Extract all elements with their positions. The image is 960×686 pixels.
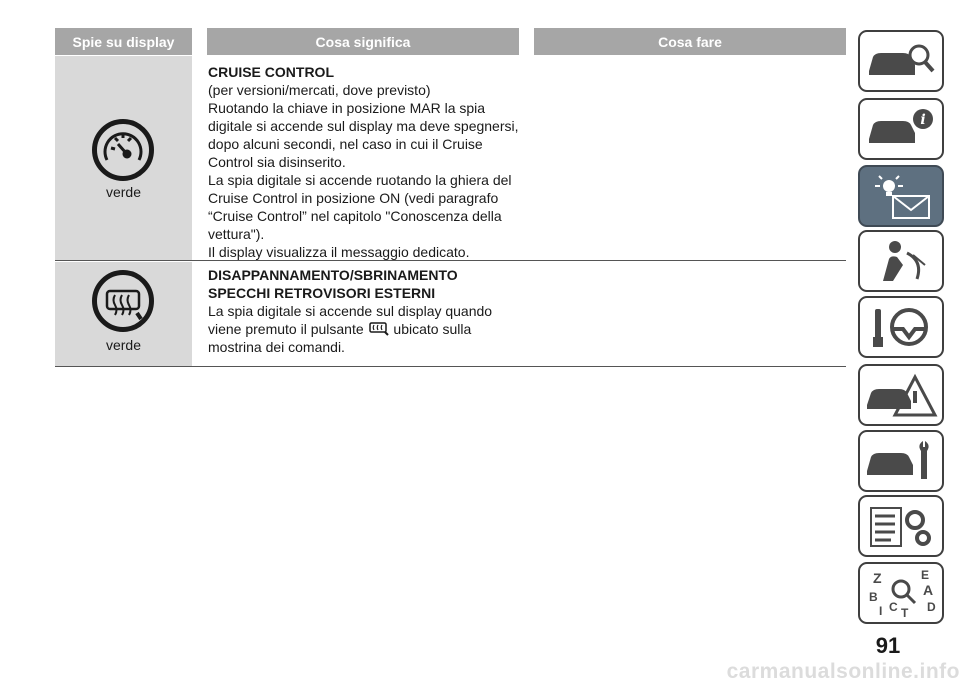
- airbag-seat-icon: [863, 235, 939, 287]
- indicator-title: CRUISE CONTROL: [208, 64, 334, 80]
- sidebar-item-emergency[interactable]: [858, 364, 944, 426]
- description-text: ubicato sulla: [389, 321, 472, 337]
- description-line: La spia digitale si accende ruotando la ghiera del: [208, 172, 512, 188]
- description-line: [208, 320, 528, 338]
- sidebar-item-knowing-car[interactable]: [858, 30, 944, 92]
- sidebar-item-starting-driving[interactable]: [858, 296, 944, 358]
- description-line: “Cruise Control” nel capitolo "Conoscenza della: [208, 208, 502, 224]
- alphabet-index-icon: [863, 567, 939, 619]
- row-divider: [55, 260, 846, 261]
- cruise-control-icon: [92, 119, 154, 181]
- warning-light-message-icon: [863, 170, 939, 222]
- description-line: vettura").: [208, 226, 265, 242]
- row-divider: [55, 366, 846, 367]
- index-letter: D: [927, 600, 936, 614]
- index-letter: Z: [873, 570, 882, 586]
- indicator-color-label: verde: [105, 337, 142, 353]
- car-emergency-icon: [863, 369, 939, 421]
- sidebar-item-specifications[interactable]: [858, 495, 944, 557]
- indicator-title: SPECCHI RETROVISORI ESTERNI: [208, 285, 436, 301]
- column-header-indicator: Spie su display: [55, 28, 192, 55]
- defrost-button-icon: [368, 320, 390, 336]
- index-letter: C: [889, 600, 898, 614]
- specs-gear-icon: [863, 500, 939, 552]
- column-header-action: Cosa fare: [534, 28, 846, 55]
- indicator-color-label: verde: [105, 184, 142, 200]
- indicator-title: DISAPPANNAMENTO/SBRINAMENTO: [208, 267, 458, 283]
- description-line: (per versioni/mercati, dove previsto): [208, 82, 431, 98]
- index-letter: A: [923, 582, 934, 598]
- index-letter: T: [901, 606, 909, 619]
- column-header-meaning: Cosa significa: [207, 28, 519, 55]
- cruise-control-description: [208, 63, 528, 261]
- defrost-description: [208, 266, 528, 356]
- index-letter: I: [879, 604, 883, 618]
- description-line: Ruotando la chiave in posizione MAR la spia: [208, 100, 486, 116]
- car-info-icon: [863, 103, 939, 155]
- description-line: Il display visualizza il messaggio dedicato.: [208, 244, 470, 260]
- description-line: Control sia disinserito.: [208, 154, 346, 170]
- sidebar-item-safety[interactable]: [858, 230, 944, 292]
- description-line: La spia digitale si accende sul display quando: [208, 303, 493, 319]
- description-line: dopo alcuni secondi, nel caso in cui il Cruise: [208, 136, 483, 152]
- description-text: viene premuto il pulsante: [208, 321, 368, 337]
- sidebar-item-maintenance[interactable]: [858, 430, 944, 492]
- index-letter: B: [869, 590, 878, 604]
- svg-text:i: i: [920, 112, 926, 128]
- description-line: mostrina dei comandi.: [208, 339, 345, 355]
- index-letter: E: [921, 568, 930, 582]
- car-search-icon: [863, 35, 939, 87]
- page-number: 91: [875, 633, 901, 658]
- defrost-mirror-icon: [92, 270, 154, 332]
- sidebar-item-warning-lights[interactable]: [858, 165, 944, 227]
- steering-wheel-key-icon: [863, 301, 939, 353]
- description-line: digitale si accende sul display ma deve spegnersi,: [208, 118, 519, 134]
- watermark: carmanualsonline.info: [726, 660, 960, 683]
- car-maintenance-icon: [863, 435, 939, 487]
- sidebar-item-index[interactable]: [858, 562, 944, 624]
- description-line: Cruise Control in posizione ON (vedi paragrafo: [208, 190, 499, 206]
- sidebar-item-car-info[interactable]: [858, 98, 944, 160]
